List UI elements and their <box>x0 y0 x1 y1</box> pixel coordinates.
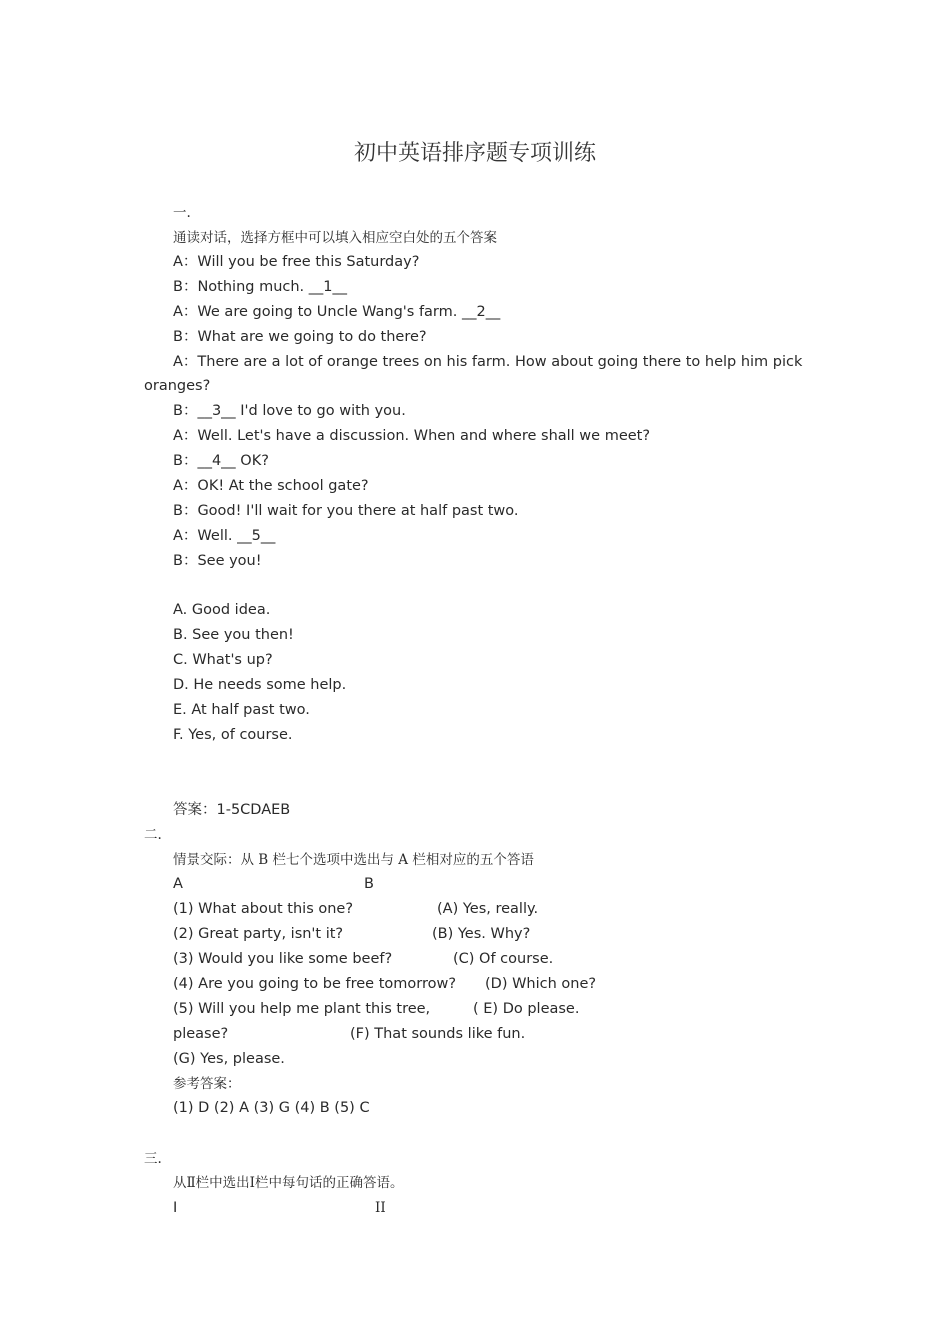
option-item: B. See you then! <box>173 627 294 643</box>
dialogue-line: A：There are a lot of orange trees on his farm. How about going there to help him pick <box>173 354 803 370</box>
dialogue-line: A：OK! At the school gate? <box>173 478 369 494</box>
match-prompt: please? <box>173 1026 229 1042</box>
match-row <box>173 975 773 993</box>
column-headers <box>173 875 573 893</box>
match-prompt: (4) Are you going to be free tomorrow? <box>173 976 457 992</box>
column-headers <box>173 1199 573 1217</box>
section-1-heading: 一. <box>173 205 191 221</box>
match-prompt: (5) Will you help me plant this tree, <box>173 1001 431 1017</box>
match-row <box>173 900 773 918</box>
section-2-heading: 二. <box>144 827 162 843</box>
column-i-header: I <box>173 1200 178 1216</box>
dialogue-line: B：What are we going to do there? <box>173 329 427 345</box>
section-2-instruction: 情景交际：从 B 栏七个选项中选出与 A 栏相对应的五个答语 <box>173 852 534 868</box>
dialogue-line: B：__3__ I'd love to go with you. <box>173 403 406 419</box>
match-row <box>173 1025 773 1043</box>
option-item: A. Good idea. <box>173 602 271 618</box>
match-prompt: (1) What about this one? <box>173 901 354 917</box>
option-item: E. At half past two. <box>173 702 310 718</box>
page-title: 初中英语排序题专项训练 <box>353 141 596 166</box>
dialogue-line: B：__4__ OK? <box>173 453 269 469</box>
match-response: ( E) Do please. <box>473 1001 580 1017</box>
dialogue-line: A：Well. Let's have a discussion. When and where shall we meet? <box>173 428 651 444</box>
section-3-instruction: 从Ⅱ栏中选出Ⅰ栏中每句话的正确答语。 <box>173 1175 404 1191</box>
match-response: (B) Yes. Why? <box>432 926 531 942</box>
match-prompt: (2) Great party, isn't it? <box>173 926 344 942</box>
dialogue-line: A：Well. __5__ <box>173 528 276 544</box>
column-a-header: A <box>173 876 183 892</box>
match-response: (D) Which one? <box>485 976 597 992</box>
option-item: F. Yes, of course. <box>173 727 293 743</box>
option-item: D. He needs some help. <box>173 677 347 693</box>
section-1-answer: 答案：1-5CDAEB <box>173 802 291 818</box>
match-response: (C) Of course. <box>453 951 554 967</box>
column-b-header: B <box>364 876 374 892</box>
reference-answer: (1) D (2) A (3) G (4) B (5) C <box>173 1100 370 1116</box>
match-response: (F) That sounds like fun. <box>350 1026 526 1042</box>
dialogue-line: B：See you! <box>173 553 262 569</box>
dialogue-line: B：Nothing much. __1__ <box>173 279 347 295</box>
dialogue-line: B：Good! I'll wait for you there at half past two. <box>173 503 519 519</box>
match-response: (A) Yes, really. <box>437 901 539 917</box>
option-item: C. What's up? <box>173 652 273 668</box>
match-row <box>173 925 773 943</box>
match-row <box>173 950 773 968</box>
match-row <box>173 1000 773 1018</box>
reference-answer-label: 参考答案： <box>173 1076 241 1092</box>
section-1-instruction: 通读对话，选择方框中可以填入相应空白处的五个答案 <box>173 230 497 246</box>
column-ii-header: II <box>375 1200 386 1216</box>
section-3-heading: 三. <box>144 1151 162 1167</box>
match-extra-option: (G) Yes, please. <box>173 1051 285 1067</box>
match-prompt: (3) Would you like some beef? <box>173 951 393 967</box>
dialogue-line: A：We are going to Uncle Wang's farm. __2__ <box>173 304 501 320</box>
dialogue-line: A：Will you be free this Saturday? <box>173 254 420 270</box>
dialogue-line: oranges? <box>144 378 211 394</box>
